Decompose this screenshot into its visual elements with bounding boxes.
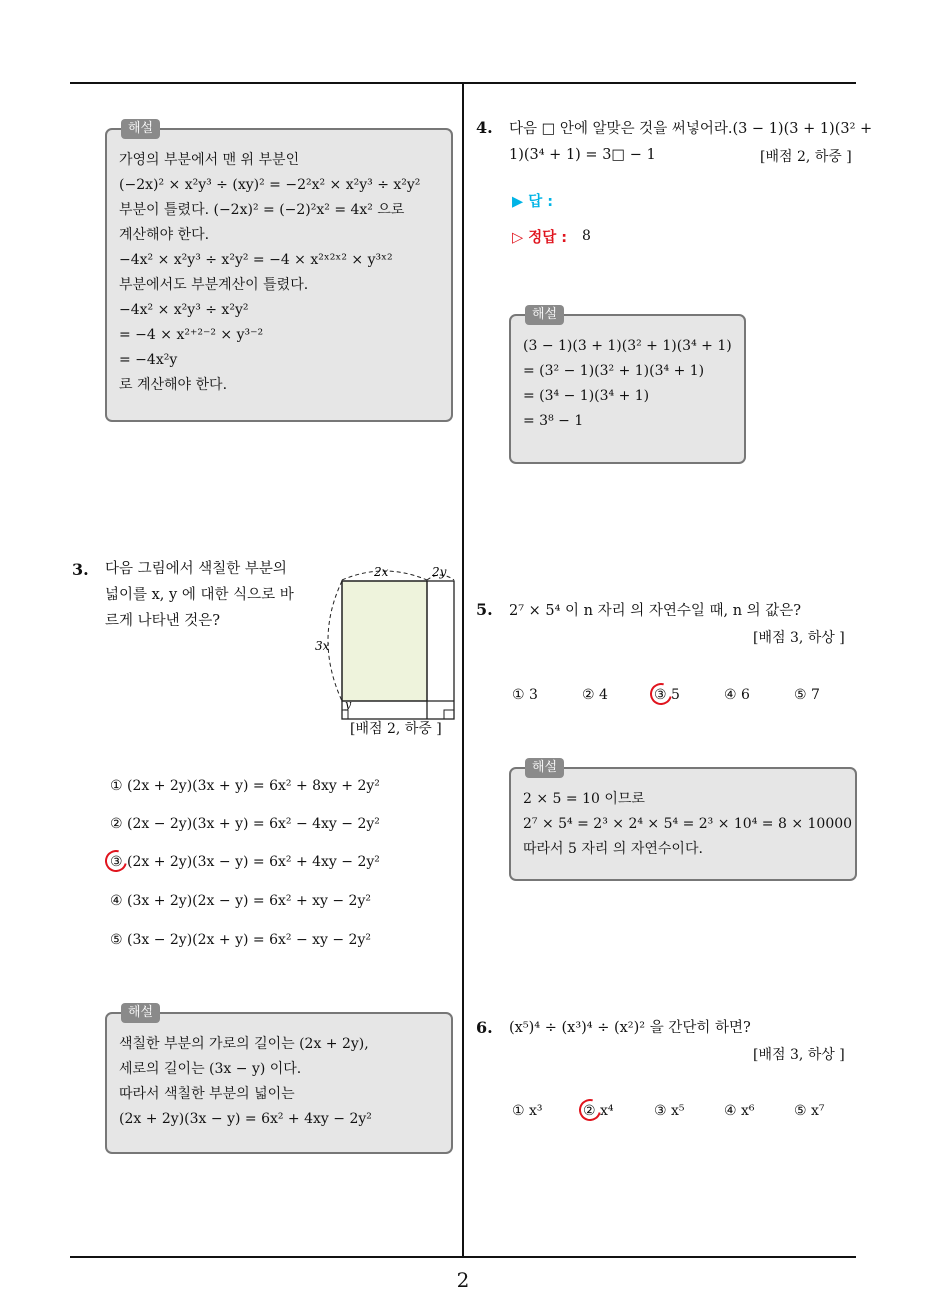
q3-sol-line-4: (2x + 2y)(3x − y) = 6x² + 4xy − 2y² [119,1111,372,1127]
q2-sol-line-2: (−2x)² × x²y³ ÷ (xy)² = −2²x² × x²y³ ÷ x²y² [119,177,421,193]
q2-sol-line-1: 가영의 부분에서 맨 위 부분인 [119,152,300,168]
q3-choice-5[interactable]: ⑤ (3x − 2y)(2x + y) = 6x² − xy − 2y² [110,932,371,948]
bottom-left-mark [342,710,348,719]
q6-choice-5[interactable]: ⑤ x⁷ [794,1103,825,1119]
q3-points: [배점 2, 하중 ] [350,721,442,737]
q5-choice-2[interactable]: ② 4 [582,687,608,703]
q5-number: 5. [476,600,493,619]
solution-tag: 해설 [121,119,160,139]
q4-points: [배점 2, 하중 ] [760,149,852,165]
right-angle-mark [444,710,454,719]
q4-sol-line-2: = (3² − 1)(3² + 1)(3⁴ + 1) [523,363,705,379]
q3-choice-1[interactable]: ① (2x + 2y)(3x + y) = 6x² + 8xy + 2y² [110,778,380,794]
right-top-label: 2y [432,565,447,579]
q5-points: [배점 3, 하상 ] [753,630,845,646]
q6-choice-2[interactable]: ② x⁴ [583,1103,614,1119]
q4-sol-line-3: = (3⁴ − 1)(3⁴ + 1) [523,388,650,404]
q3-sol-line-1: 색칠한 부분의 가로의 길이는 (2x + 2y), [119,1036,369,1052]
q5-choice-5[interactable]: ⑤ 7 [794,687,820,703]
q2-sol-line-4: 계산해야 한다. [119,227,210,243]
q3-figure [312,560,462,730]
bottom-rule [70,1256,856,1258]
q5-sol-line-1: 2 × 5 = 10 이므로 [523,791,645,807]
q3-choice-4[interactable]: ④ (3x + 2y)(2x − y) = 6x² + xy − 2y² [110,893,371,909]
q4-sol-line-1: (3 − 1)(3 + 1)(3² + 1)(3⁴ + 1) [523,338,732,354]
q2-sol-line-10: 로 계산해야 한다. [119,377,228,393]
q5-choice-4[interactable]: ④ 6 [724,687,750,703]
q3-choice-2[interactable]: ② (2x − 2y)(3x + y) = 6x² − 4xy − 2y² [110,816,380,832]
q5-sol-line-3: 따라서 5 자리 의 자연수이다. [523,841,703,857]
q2-sol-line-5: −4x² × x²y³ ÷ x²y² = −4 × x²ˣ²ˣ² × y³ˣ² [119,252,393,268]
q6-choice-1[interactable]: ① x³ [512,1103,543,1119]
left-label: 3x [315,639,330,653]
q5-choice-1[interactable]: ① 3 [512,687,538,703]
q4-correct-value: 8 [582,228,591,244]
q2-sol-line-9: = −4x²y [119,352,178,368]
q4-sol-line-4: = 3⁸ − 1 [523,413,584,429]
column-divider [462,84,464,1258]
q2-sol-line-3: 부분이 틀렸다. (−2x)² = (−2)²x² = 4x² 으로 [119,202,405,218]
q3-sol-line-3: 따라서 색칠한 부분의 넓이는 [119,1086,295,1102]
q2-sol-line-6: 부분에서도 부분계산이 틀렸다. [119,277,309,293]
solution-tag: 해설 [525,758,564,778]
q2-sol-line-8: = −4 × x²⁺²⁻² × y³⁻² [119,327,264,343]
q5-text: 2⁷ × 5⁴ 이 n 자리 의 자연수일 때, n 의 값은? [509,603,802,619]
q6-choice-4[interactable]: ④ x⁶ [724,1103,755,1119]
q4-number: 4. [476,118,493,137]
q3-text: 다음 그림에서 색칠한 부분의 넓이를 x, y 에 대한 식으로 바르게 나타낸 것은? [105,561,294,629]
q2-solution-box [105,121,453,422]
q5-solution-box [509,760,857,881]
q3-sol-line-2: 세로의 길이는 (3x − y) 이다. [119,1061,302,1077]
bottom-label: y [345,698,352,711]
solution-tag: 해설 [121,1003,160,1023]
top-label: 2x [374,565,389,579]
q2-sol-line-7: −4x² × x²y³ ÷ x²y² [119,302,249,318]
shaded-region [342,581,427,701]
q5-sol-line-2: 2⁷ × 5⁴ = 2³ × 2⁴ × 5⁴ = 2³ × 10⁴ = 8 × 10000 [523,816,853,832]
q6-choice-3[interactable]: ③ x⁵ [654,1103,685,1119]
q4-text-line1: 다음 □ 안에 알맞은 것을 써넣어라.(3 − 1)(3 + 1)(3² + [509,121,873,137]
q6-points: [배점 3, 하상 ] [753,1047,845,1063]
q4-solution-box [509,307,746,464]
page-number: 2 [456,1268,470,1292]
q6-number: 6. [476,1018,493,1037]
q3-choice-3[interactable]: ③ (2x + 2y)(3x − y) = 6x² + 4xy − 2y² [110,854,380,870]
q3-number: 3. [72,560,89,579]
left-brace [328,581,342,701]
solution-tag: 해설 [525,305,564,325]
q6-text: (x⁵)⁴ ÷ (x³)⁴ ÷ (x²)² 을 간단히 하면? [509,1020,751,1036]
q3-solution-box [105,1005,453,1154]
q4-text-line2: 1)(3⁴ + 1) = 3□ − 1 [509,147,656,163]
q4-answer-label: ▶ 답 : [512,194,554,210]
q5-choice-3[interactable]: ③ 5 [654,687,680,703]
q4-correct-label: ▷ 정답 : [512,230,568,246]
